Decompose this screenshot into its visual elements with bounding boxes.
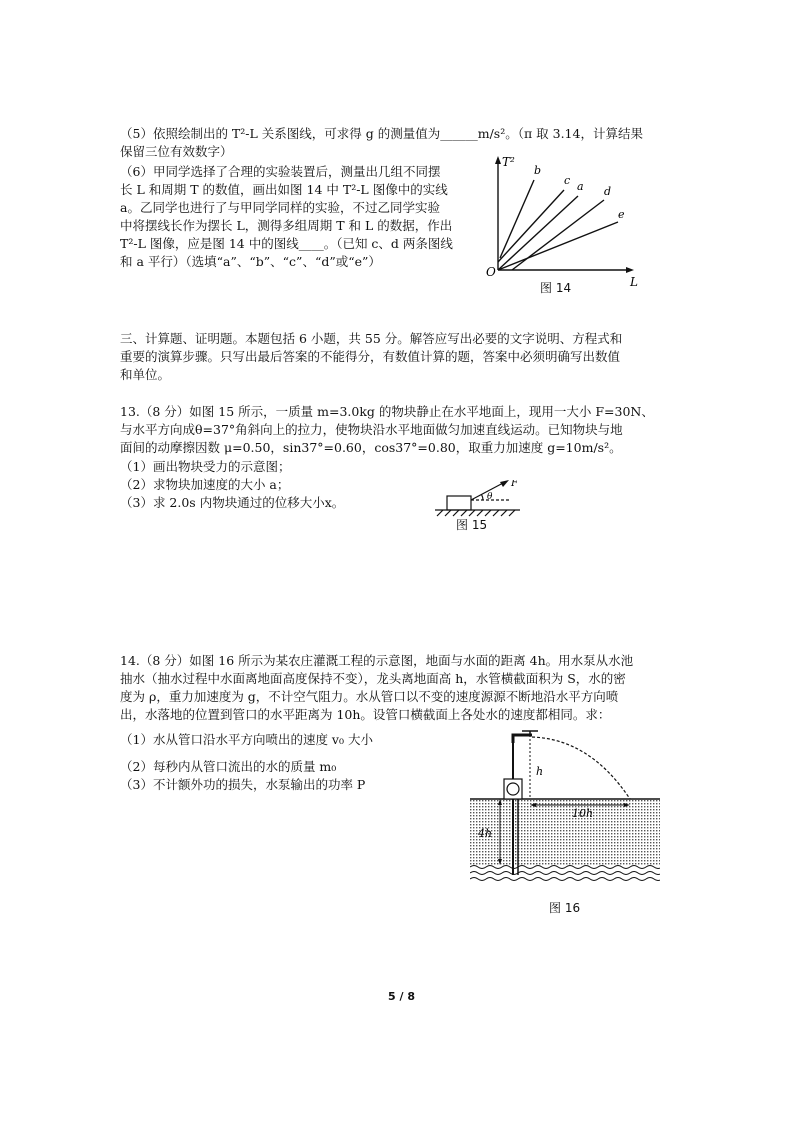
fig14-y-arrow (495, 156, 501, 164)
fig16-depth-label: 4h (478, 827, 493, 840)
fig15-caption: 图 15 (456, 518, 488, 532)
q14-line2: 抽水（抽水过程中水面离地面高度保持不变），龙头离地面高 h，水管横截面积为 S，水的密 (120, 671, 626, 686)
fig15-force-arrowhead (500, 480, 509, 487)
section3-line1: 三、计算题、证明题。本题包括 6 小题，共 55 分。解答应写出必要的文字说明、方程式和 (120, 331, 623, 346)
section3-line2: 重要的演算步骤。只写出最后答案的不能得分，有数值计算的题，答案中必须明确写出数值 (120, 349, 621, 364)
q14-sub3: （3）不计额外功的损失，水泵输出的功率 P (120, 777, 366, 792)
q12-part6-line1: （6）甲同学选择了合理的实验装置后，测量出几组不同摆 (120, 164, 441, 179)
q14-sub1: （1）水从管口沿水平方向喷出的速度 v₀ 大小 (120, 732, 373, 747)
q12-part6-line6: 和 a 平行）（选填“a”、“b”、“c”、“d”或“e”） (120, 254, 381, 269)
fig15-angle-arc (482, 495, 484, 501)
fig14-x-arrow (626, 267, 634, 273)
q14-sub2: （2）每秒内从管口流出的水的质量 m₀ (120, 759, 337, 774)
fig14-line-a (498, 196, 578, 270)
q13-line2: 与水平方向成θ=37°角斜向上的拉力，使物块沿水平地面做匀加速直线运动。已知物块与地 (120, 422, 623, 437)
fig16-h-label: h (536, 765, 544, 778)
q13-line3: 面间的动摩擦因数 μ=0.50，sin37°=0.60，cos37°=0.80，取重力加速度 g=10m/s²。 (120, 440, 622, 455)
q12-part5-line2: 保留三位有效数字） (120, 144, 233, 159)
fig15-block (447, 496, 471, 510)
fig16-soil-layer (470, 799, 660, 865)
section3-line3: 和单位。 (120, 367, 171, 382)
figure-16-diagram (470, 725, 660, 895)
fig14-line-e (498, 222, 618, 270)
q13-line1: 13.（8 分）如图 15 所示，一质量 m=3.0kg 的物块静止在水平地面上，现用一大小 F=30N、 (120, 404, 654, 419)
figure-14-graph (480, 150, 650, 295)
fig14-label-e: e (618, 208, 625, 221)
fig16-water-waves (470, 866, 660, 881)
fig14-label-d: d (604, 185, 612, 198)
q13-sub1: （1）画出物块受力的示意图； (120, 459, 291, 474)
q13-sub2: （2）求物块加速度的大小 a； (120, 477, 290, 492)
fig14-label-b: b (534, 164, 542, 177)
fig14-line-c (498, 190, 564, 262)
fig14-origin-label: O (486, 265, 496, 279)
fig15-angle-label: θ (487, 492, 493, 502)
fig14-x-label: L (630, 275, 638, 289)
q14-line1: 14.（8 分）如图 16 所示为某农庄灌溉工程的示意图，地面与水面的距离 4h。用水泵从水池 (120, 653, 634, 668)
fig15-force-label: F (511, 480, 518, 489)
fig14-caption: 图 14 (540, 281, 572, 295)
q14-line3: 度为 ρ，重力加速度为 g，不计空气阻力。水从管口以不变的速度源源不断地沿水平方向喷 (120, 689, 619, 704)
fig16-water-trajectory (532, 737, 630, 799)
fig16-faucet (513, 735, 532, 743)
q12-part5-line1: （5）依照绘制出的 T²-L 关系图线，可求得 g 的测量值为______m/s²。（π 取 3.14，计算结果 (120, 126, 643, 141)
q12-part6-line3: a。乙同学也进行了与甲同学同样的实验，不过乙同学实验 (120, 200, 440, 215)
fig16-caption: 图 16 (549, 901, 581, 915)
fig16-range-label: 10h (572, 807, 594, 820)
fig14-line-b (500, 180, 534, 258)
q12-part6-line5: T²-L 图像，应是图 14 中的图线____。（已知 c、d 两条图线 (120, 236, 453, 251)
fig14-label-a: a (577, 180, 584, 193)
q12-part6-line2: 长 L 和周期 T 的数值，画出如图 14 中 T²-L 图像中的实线 (120, 182, 448, 197)
q14-line4: 出，水落地的位置到管口的水平距离为 10h。设管口横截面上各处水的速度都相同。求： (120, 707, 611, 722)
fig14-label-c: c (564, 174, 571, 187)
q12-part6-line4: 中将摆线长作为摆长 L，测得多组周期 T 和 L 的数据，作出 (120, 218, 453, 233)
fig14-y-label: T² (502, 155, 515, 169)
page-number: 5 / 8 (388, 990, 415, 1003)
q13-sub3: （3）求 2.0s 内物块通过的位移大小x。 (120, 495, 345, 510)
